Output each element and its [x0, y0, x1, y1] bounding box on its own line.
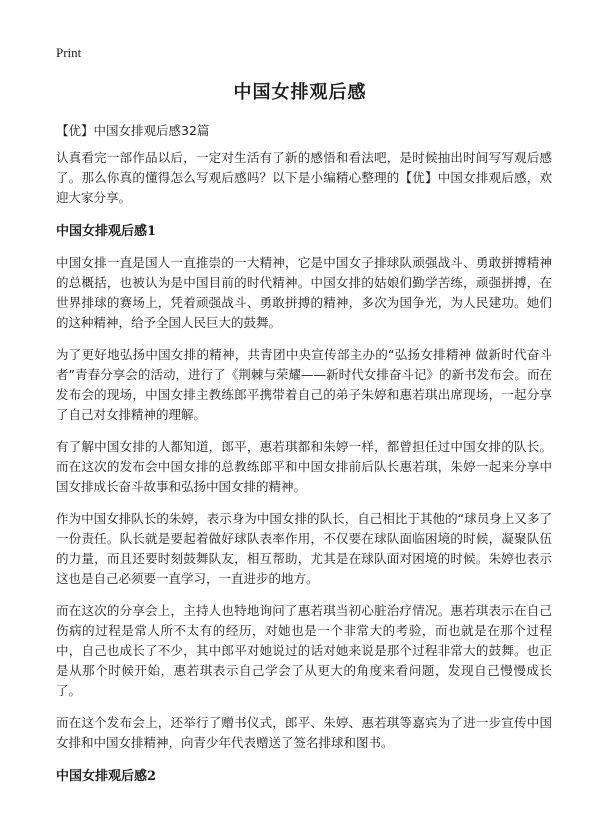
section1-paragraph-5: 而在这次的分享会上，主持人也特地询问了惠若琪当初心脏治疗情况。惠若琪表示在自己伤病的过程是常人所不太有的经历，对她也是一个非常大的考验，而也就是在那个过程中，自己也成长了不少，其中郎平对她说过的话对她来说是那个过程非常大的鼓舞。也正是从那个时候开始，惠若琪表示自己学会了从更大的角度来看问题，发现自己慢慢成长了。: [56, 603, 552, 698]
intro-paragraph: 认真看完一部作品以后，一定对生活有了新的感悟和看法吧，是时候抽出时间写写观后感了。那么你真的懂得怎么写观后感吗？以下是小编精心整理的【优】中国女排观后感，欢迎大家分享。: [56, 150, 552, 205]
section1-paragraph-2: 为了更好地弘扬中国女排的精神，共青团中央宣传部主办的“弘扬女排精神 做新时代奋斗者”青春分享会的活动，进行了《荆棘与荣耀——新时代女排奋斗记》的新书发布会。而在发布会的现场，中国女排主教练郎平携带着自己的弟子朱婷和惠若琪出席现场，一起分享了自己对女排精神的理解。: [56, 347, 552, 422]
section-heading-1: 中国女排观后感1: [56, 224, 157, 239]
print-link[interactable]: Print: [56, 45, 82, 60]
section1-paragraph-1: 中国女排一直是国人一直推崇的一大精神，它是中国女子排球队顽强战斗、勇敢拼搏精神的总概括，也被认为是中国目前的时代精神。中国女排的姑娘们勤学苦练，顽强拼搏，在世界排球的赛场上，凭着顽强战斗、勇敢拼搏的精神，多次为国争光，为人民建功。她们的这种精神，给予全国人民巨大的鼓舞。: [56, 255, 552, 330]
document-subtitle: 【优】中国女排观后感32篇: [56, 123, 210, 138]
page-title: 中国女排观后感: [233, 82, 367, 103]
section1-paragraph-6: 而在这个发布会上，还举行了赠书仪式，郎平、朱婷、惠若琪等嘉宾为了进一步宣传中国女排和中国女排精神，向青少年代表赠送了签名排球和图书。: [56, 715, 552, 750]
section-heading-2: 中国女排观后感2: [56, 769, 157, 784]
section1-paragraph-4: 作为中国女排队长的朱婷，表示身为中国女排的队长，自己相比于其他的“球员身上又多了一份责任。队长就是要起着做好球队表率作用，不仅要在球队面临困境的时候，凝聚队伍的力量，而且还要时刻鼓舞队友，相互帮助，尤其是在球队面对困境的时候。朱婷也表示这也是自己必须要一直学习，一直进步的地方。: [56, 511, 552, 586]
document-body: [56, 148, 552, 798]
section1-paragraph-3: 有了解中国女排的人都知道，郎平，惠若琪都和朱婷一样，都曾担任过中国女排的队长。而在这次的发布会中国女排的总教练郎平和中国女排前后队长惠若琪，朱婷一起来分享中国女排成长奋斗故事和弘扬中国女排的精神。: [56, 439, 552, 494]
